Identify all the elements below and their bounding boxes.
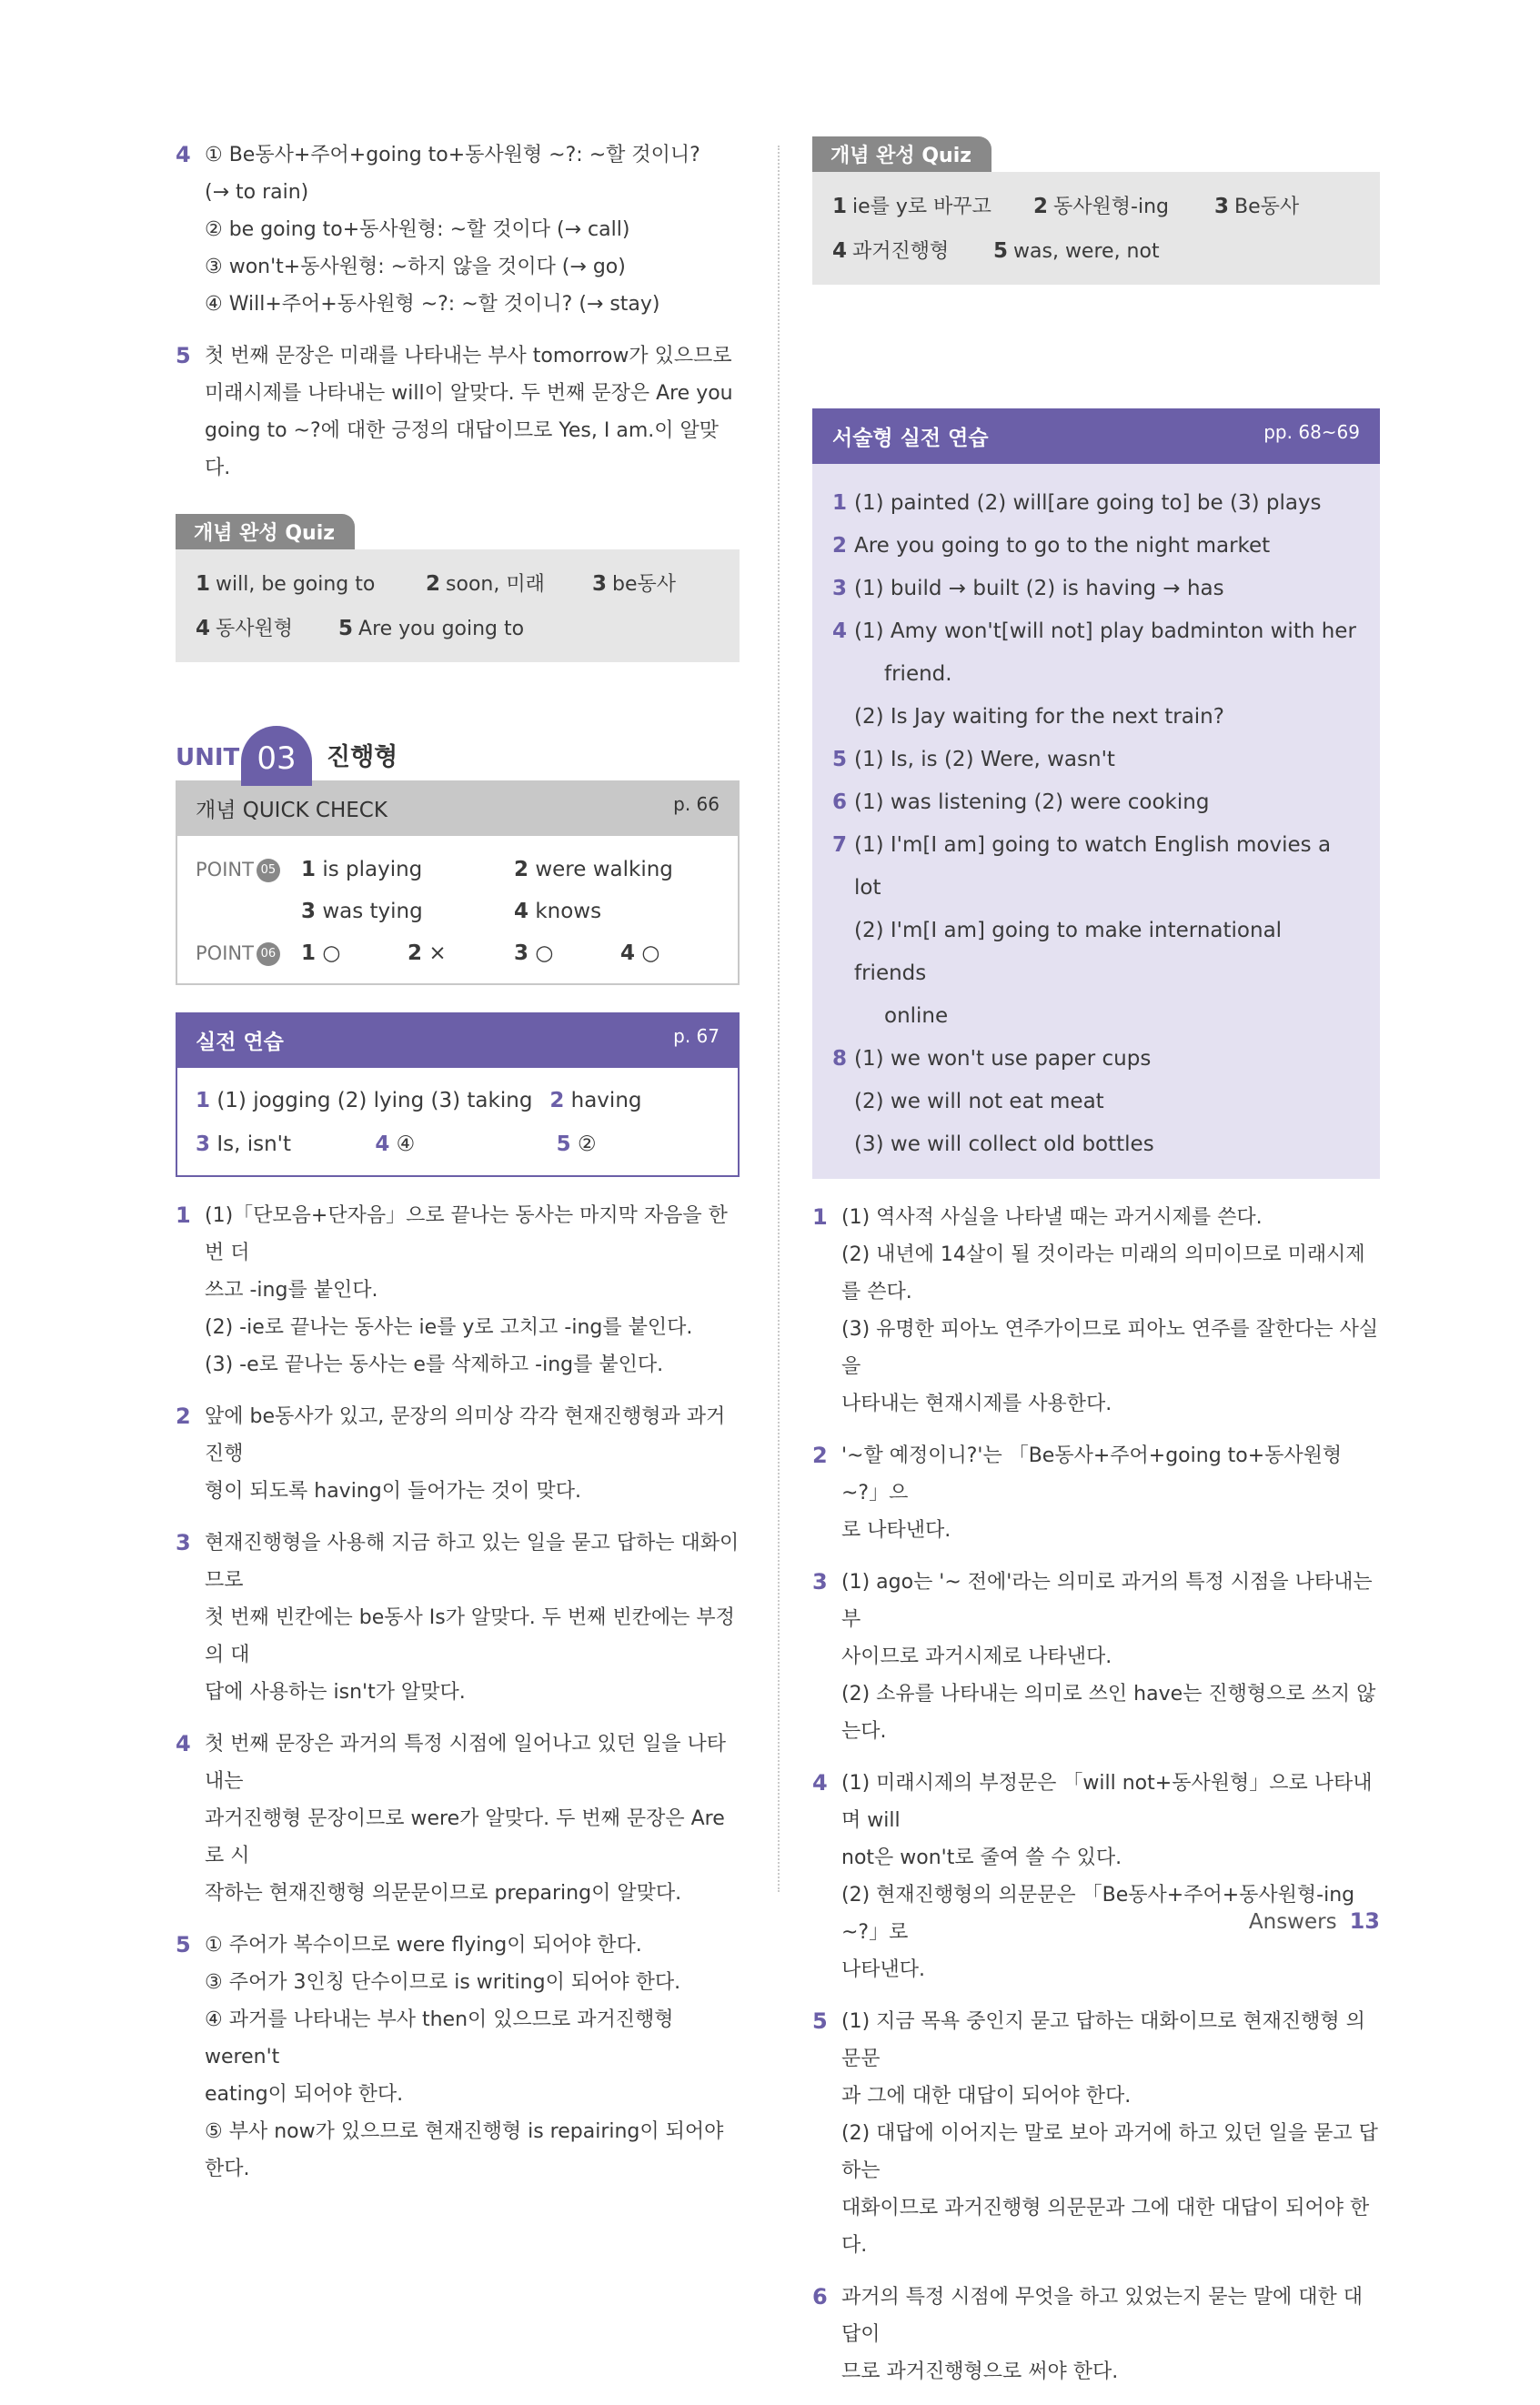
quiz-row: [196, 562, 720, 607]
writing-answer: [832, 739, 1360, 781]
writing-answer-text: (2) we will not eat meat: [854, 1090, 1104, 1113]
point-answer: 3 was tying: [301, 900, 423, 923]
answer-line: '~할 예정이니?'는 「Be동사+주어+going to+동사원형 ~?」으: [841, 1444, 1343, 1504]
quiz-answer: 4 과거진행형: [832, 239, 950, 263]
practice-answer: 1 (1) jogging (2) lying (3) taking: [196, 1089, 533, 1112]
writing-answer: [832, 781, 1360, 824]
quick-check-page: p. 66: [673, 793, 720, 815]
writing-answer: [832, 653, 1360, 696]
point-answer: 1 is playing: [301, 858, 423, 881]
answer-line: ③ won't+동사원형: ~하지 않을 것이다 (→ go): [205, 256, 626, 278]
practice-row: [196, 1079, 720, 1122]
answer-item: [176, 1927, 740, 2188]
practice-answer: 2 having: [549, 1089, 642, 1112]
writing-answer-text: (1) painted (2) will[are going to] be (3) plays: [854, 491, 1322, 515]
page-footer: [1249, 1908, 1380, 1934]
answer-line: (2) 대답에 이어지는 말로 보아 과거에 하고 있던 일을 묻고 답하는: [841, 2122, 1378, 2182]
answer-line: 첫 번째 문장은 미래를 나타내는 부사 tomorrow가 있으므로: [205, 345, 732, 367]
answer-line: ③ 주어가 3인칭 단수이므로 is writing이 되어야 한다.: [205, 1971, 681, 1994]
practice-body: [176, 1068, 740, 1177]
answer-line: (2) 내년에 14살이 될 것이라는 미래의 의미이므로 미래시제를 쓴다.: [841, 1243, 1365, 1303]
answer-item: [176, 1726, 740, 1912]
writing-answer-text: friend.: [884, 662, 952, 686]
writing-answer-number: 2: [832, 534, 848, 558]
writing-header: [812, 408, 1380, 464]
writing-answer: [832, 1123, 1360, 1166]
writing-answer-number: 8: [832, 1047, 848, 1071]
footer-label: Answers: [1248, 1910, 1337, 1934]
writing-answer-text: (1) I'm[I am] going to watch English movies a lot: [854, 833, 1332, 900]
writing-answer-text: (1) Is, is (2) Were, wasn't: [854, 748, 1115, 771]
answer-line: 작하는 현재진행형 의문문이므로 preparing이 알맞다.: [205, 1882, 682, 1905]
answer-line: 므로 과거진행형으로 써야 한다.: [841, 2360, 1119, 2383]
point-answer: 4 ○: [620, 941, 660, 965]
answer-item: [812, 2279, 1380, 2390]
answer-item: [812, 2003, 1380, 2264]
writing-answer-text: (2) Is Jay waiting for the next train?: [854, 705, 1224, 729]
answer-item: [176, 1525, 740, 1711]
quick-check: [176, 780, 740, 985]
quiz-tab: 개념 완성 Quiz: [812, 136, 991, 172]
writing-answer: [832, 696, 1360, 739]
practice-header: [176, 1012, 740, 1068]
quick-check-title: 개념 QUICK CHECK: [196, 799, 388, 822]
answer-item: [176, 136, 740, 323]
answer-line: not은 won't로 줄여 쓸 수 있다.: [841, 1847, 1122, 1869]
quick-check-header: [176, 780, 740, 836]
right-quiz: [812, 136, 1380, 285]
left-quiz: [176, 514, 740, 662]
quiz-answer: 4 동사원형: [196, 617, 294, 640]
writing-answer-number: 5: [832, 748, 848, 771]
answer-line: (1) ago는 '~ 전에'라는 의미로 과거의 특정 시점을 나타내는 부: [841, 1571, 1373, 1631]
answer-line: 형이 되도록 having이 들어가는 것이 맞다.: [205, 1480, 581, 1503]
writing-answer-text: (1) we won't use paper cups: [854, 1047, 1152, 1071]
writing-answer-number: 7: [832, 833, 848, 857]
left-bottom-answers: [176, 1197, 740, 2188]
writing-answer-text: (3) we will collect old bottles: [854, 1132, 1154, 1156]
writing-answer-text: (1) was listening (2) were cooking: [854, 790, 1210, 814]
answer-number: 5: [176, 1932, 191, 1957]
writing-page: pp. 68~69: [1263, 421, 1360, 443]
right-column: [812, 136, 1380, 2405]
answer-line: going to ~?에 대한 긍정의 대답이므로 Yes, I am.이 알맞다.: [205, 419, 720, 479]
writing-answer-text: (1) build → built (2) is having → has: [854, 577, 1224, 600]
answer-line: (2) 현재진행형의 의문문은 「Be동사+주어+동사원형-ing ~?」로: [841, 1884, 1355, 1944]
quiz-row: [196, 607, 720, 651]
writing-answer: [832, 1038, 1360, 1081]
answer-item: [176, 1197, 740, 1384]
unit-heading: [176, 726, 740, 780]
answer-line: ① 주어가 복수이므로 were flying이 되어야 한다.: [205, 1934, 642, 1957]
answer-line: 나타낸다.: [841, 1958, 926, 1981]
answer-line: 미래시제를 나타내는 will이 알맞다. 두 번째 문장은 Are you: [205, 382, 733, 405]
writing-answer-text: Are you going to go to the night market: [854, 534, 1271, 558]
writing-practice: [812, 408, 1380, 1179]
quiz-answer: 5 was, were, not: [993, 239, 1160, 263]
page-number: 13: [1349, 1908, 1380, 1934]
answer-line: (2) 소유를 나타내는 의미로 쓰인 have는 진행형으로 쓰지 않는다.: [841, 1683, 1376, 1743]
answer-item: [176, 1398, 740, 1510]
answer-number: 4: [176, 142, 191, 167]
writing-answer-text: online: [884, 1004, 949, 1028]
writing-answer: [832, 995, 1360, 1038]
answer-line: ① Be동사+주어+going to+동사원형 ~?: ~할 것이니?: [205, 144, 700, 166]
answer-number: 3: [176, 1530, 191, 1555]
point-row: [196, 932, 720, 974]
quiz-answer: 2 soon, 미래: [426, 572, 545, 596]
answer-line: 나타내는 현재시제를 사용한다.: [841, 1393, 1112, 1415]
answer-number: 6: [812, 2284, 828, 2309]
answer-line: ② be going to+동사원형: ~할 것이다 (→ call): [205, 218, 630, 241]
answer-item: [812, 1437, 1380, 1549]
point-answer: 2 ×: [408, 941, 447, 965]
column-divider: [778, 146, 780, 1892]
writing-answer-number: 3: [832, 577, 848, 600]
left-top-answers: [176, 136, 740, 487]
quiz-row: [832, 229, 1360, 274]
quick-check-body: [176, 836, 740, 985]
answer-line: 사이므로 과거시제로 나타낸다.: [841, 1645, 1112, 1668]
answer-number: 1: [812, 1204, 828, 1230]
writing-answer: [832, 525, 1360, 568]
quiz-answer: 3 Be동사: [1214, 195, 1300, 218]
writing-title: 서술형 실전 연습: [832, 427, 989, 450]
quiz-row: [832, 185, 1360, 229]
point-row: [196, 849, 720, 891]
point-answer: 3 ○: [514, 941, 554, 965]
practice-answer: 5 ②: [556, 1132, 597, 1156]
answer-line: (→ to rain): [205, 181, 309, 204]
answer-line: (1) 역사적 사실을 나타낼 때는 과거시제를 쓴다.: [841, 1206, 1263, 1229]
answer-number: 5: [176, 343, 191, 368]
answer-line: 현재진행형을 사용해 지금 하고 있는 일을 묻고 답하는 대화이므로: [205, 1532, 740, 1592]
unit-title: 진행형: [327, 743, 398, 771]
writing-answer: [832, 482, 1360, 525]
answer-line: ⑤ 부사 now가 있으므로 현재진행형 is repairing이 되어야 한다.: [205, 2120, 724, 2180]
answer-line: 첫 번째 빈칸에는 be동사 Is가 알맞다. 두 번째 빈칸에는 부정의 대: [205, 1606, 735, 1666]
quiz-answer: 1 will, be going to: [196, 572, 376, 596]
answer-line: (1)「단모음+단자음」으로 끝나는 동사는 마지막 자음을 한 번 더: [205, 1204, 728, 1264]
answer-number: 2: [812, 1443, 828, 1468]
writing-answer: [832, 1081, 1360, 1123]
point-row: [196, 891, 720, 932]
answer-line: (3) -e로 끝나는 동사는 e를 삭제하고 -ing를 붙인다.: [205, 1353, 664, 1376]
answer-item: [812, 1765, 1380, 1988]
unit-label: UNIT: [176, 744, 240, 771]
answer-line: eating이 되어야 한다.: [205, 2083, 404, 2106]
writing-answer: [832, 568, 1360, 610]
practice: [176, 1012, 740, 1177]
answer-line: ④ 과거를 나타내는 부사 then이 있으므로 과거진행형 weren't: [205, 2008, 674, 2068]
answer-line: ④ Will+주어+동사원형 ~?: ~할 것이니? (→ stay): [205, 293, 660, 316]
left-column: [176, 136, 740, 2202]
writing-answer-text: (1) Amy won't[will not] play badminton with her: [854, 619, 1356, 643]
answer-line: 과거진행형 문장이므로 were가 알맞다. 두 번째 문장은 Are로 시: [205, 1807, 725, 1867]
writing-body: [812, 464, 1380, 1179]
quiz-answer: 2 동사원형-ing: [1033, 195, 1169, 218]
writing-answer-number: 1: [832, 491, 848, 515]
practice-answer: 3 Is, isn't: [196, 1132, 292, 1156]
point-answer: 2 were walking: [514, 858, 673, 881]
answer-line: (2) -ie로 끝나는 동사는 ie를 y로 고치고 -ing를 붙인다.: [205, 1316, 693, 1339]
practice-answer: 4 ④: [375, 1132, 416, 1156]
practice-page: p. 67: [673, 1025, 720, 1047]
answer-line: 앞에 be동사가 있고, 문장의 의미상 각각 현재진행형과 과거진행: [205, 1405, 726, 1465]
writing-answer-number: 6: [832, 790, 848, 814]
answer-number: 4: [812, 1770, 828, 1796]
answer-line: 과 그에 대한 대답이 되어야 한다.: [841, 2085, 1132, 2108]
point-label: POINT 05: [196, 849, 301, 891]
quiz-tab: 개념 완성 Quiz: [176, 514, 355, 549]
answer-line: 과거의 특정 시점에 무엇을 하고 있었는지 묻는 말에 대한 대답이: [841, 2286, 1363, 2346]
writing-answer-text: (2) I'm[I am] going to make international friends: [854, 919, 1283, 985]
answer-line: 답에 사용하는 isn't가 알맞다.: [205, 1681, 466, 1704]
point-label: POINT 06: [196, 932, 301, 974]
answer-item: [812, 1564, 1380, 1750]
answer-line: (1) 지금 목욕 중인지 묻고 답하는 대화이므로 현재진행형 의문문: [841, 2010, 1365, 2070]
point-answer: 4 knows: [514, 900, 602, 923]
practice-title: 실전 연습: [196, 1031, 284, 1054]
answer-number: 2: [176, 1404, 191, 1429]
writing-answer: [832, 824, 1360, 910]
answer-line: 첫 번째 문장은 과거의 특정 시점에 일어나고 있던 일을 나타내는: [205, 1733, 726, 1793]
answer-item: [176, 337, 740, 487]
answer-line: 로 나타낸다.: [841, 1519, 951, 1542]
answer-item: [812, 1199, 1380, 1423]
practice-row: [196, 1122, 720, 1166]
answer-number: 1: [176, 1202, 191, 1228]
unit-number: 03: [241, 726, 312, 786]
point-answer: 1 ○: [301, 941, 341, 965]
writing-answer: [832, 910, 1360, 995]
answer-line: (3) 유명한 피아노 연주가이므로 피아노 연주를 잘한다는 사실을: [841, 1318, 1379, 1378]
answer-line: 대화이므로 과거진행형 의문문과 그에 대한 대답이 되어야 한다.: [841, 2197, 1370, 2257]
answer-line: 쓰고 -ing를 붙인다.: [205, 1279, 378, 1302]
quiz-answer: 5 Are you going to: [338, 617, 525, 640]
writing-answer-number: 4: [832, 619, 848, 643]
quiz-answer: 3 be동사: [592, 572, 677, 596]
quiz-answer: 1 ie를 y로 바꾸고: [832, 195, 991, 218]
answer-line: (1) 미래시제의 부정문은 「will not+동사원형」으로 나타내며 will: [841, 1772, 1373, 1832]
writing-answer: [832, 610, 1360, 653]
answer-number: 3: [812, 1569, 828, 1595]
answer-number: 4: [176, 1731, 191, 1756]
quiz-box: [176, 549, 740, 662]
answer-number: 5: [812, 2008, 828, 2034]
right-answers: [812, 1199, 1380, 2390]
quiz-box: [812, 172, 1380, 285]
